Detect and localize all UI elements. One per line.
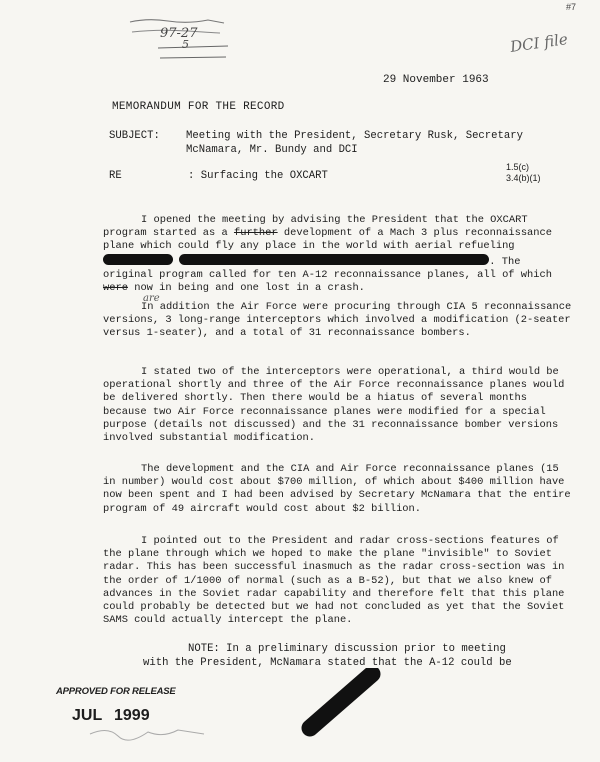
faint-scribble bbox=[88, 722, 208, 744]
paragraph-4 bbox=[103, 463, 573, 516]
subject-line-1: Meeting with the President, Secretary Rusk, Secretary bbox=[186, 130, 523, 142]
paragraph-1-part-a: I opened the meeting by advising the President that the OXCART program started as a bbox=[103, 214, 528, 240]
approved-for-release-stamp: APPROVED FOR RELEASE bbox=[56, 686, 176, 697]
subject-label: SUBJECT: bbox=[109, 130, 160, 142]
struck-word: were bbox=[103, 282, 128, 295]
redaction-slash bbox=[300, 668, 386, 738]
note-label: NOTE: bbox=[188, 643, 220, 655]
paragraph-1-part-c: . The original program called for ten A-12 reconnaissance planes, all of which bbox=[103, 255, 552, 281]
re-text: : Surfacing the OXCART bbox=[188, 170, 328, 182]
exemption-code-1: 1.5(c) bbox=[506, 162, 530, 172]
release-year: 1999 bbox=[114, 707, 150, 724]
registry-subnumber: 5 bbox=[182, 38, 189, 51]
handwritten-correction: are bbox=[143, 293, 160, 305]
registry-number: 97-27 bbox=[160, 26, 198, 41]
paragraph-3-text: I stated two of the interceptors were operational, a third would be operational shortly and three of the Air Force reconnaissance planes would be delivered shortly. Then there would be a hiatus of several months because two Air Force reconnaissance planes were modified for a special purpose (details not discussed) and the 31 reconnaissance bomber versions involved substantial modification. bbox=[103, 366, 565, 445]
paragraph-2-text: In addition the Air Force were procuring through CIA 5 reconnaissance versions, 3 long-range interceptors which involved a modification (2-seater versus 1-seater), and a total of 31 reconnaissance bombers. bbox=[103, 301, 572, 340]
memo-title: MEMORANDUM FOR THE RECORD bbox=[112, 101, 285, 113]
note-text-2: with the President, McNamara stated that the A-12 could be bbox=[143, 657, 512, 669]
re-label: RE bbox=[109, 170, 122, 182]
redaction-bar bbox=[103, 254, 173, 265]
paragraph-5-text: I pointed out to the President and radar cross-sections features of the plane through which we hoped to make the plane "invisible" to Soviet radar. This has been successful inasmuch as the radar cross-section was in the order of 1/1000 of normal (such as a B-52), but that we also knew of advances in the Soviet radar capability and therefore felt that this plane could probably be detected but we had not concluded as yet that the Soviet SAMS could actually intercept the plane. bbox=[103, 535, 565, 627]
paragraph-5 bbox=[103, 535, 573, 627]
note-line-1 bbox=[188, 643, 506, 655]
release-month: JUL bbox=[72, 707, 103, 724]
paragraph-4-text: The development and the CIA and Air Force reconnaissance planes (15 in number) would cost about $700 million, of which about $400 million have now been spent and I had been advised by Secretary McNamara that the entire program of 49 aircraft would cost about $2 billion. bbox=[103, 463, 571, 515]
paragraph-2 bbox=[103, 301, 573, 341]
paragraph-1-part-d: now in being and one lost in a crash. bbox=[134, 282, 365, 295]
paragraph-1 bbox=[103, 214, 573, 305]
handwritten-file-tag: DCI file bbox=[509, 30, 569, 56]
paragraph-1-part-b: development of a Mach 3 plus reconnaissance plane which could fly any place in the world with aerial refueling bbox=[103, 227, 552, 253]
page-number: #7 bbox=[566, 2, 577, 12]
struck-word: further bbox=[233, 227, 278, 240]
paragraph-3 bbox=[103, 366, 573, 445]
subject-line-2: McNamara, Mr. Bundy and DCI bbox=[186, 144, 358, 156]
redaction-bar bbox=[179, 254, 489, 265]
memo-date: 29 November 1963 bbox=[383, 74, 489, 86]
exemption-code-2: 3.4(b)(1) bbox=[506, 173, 541, 183]
note-text-1: In a preliminary discussion prior to meeting bbox=[226, 643, 506, 655]
